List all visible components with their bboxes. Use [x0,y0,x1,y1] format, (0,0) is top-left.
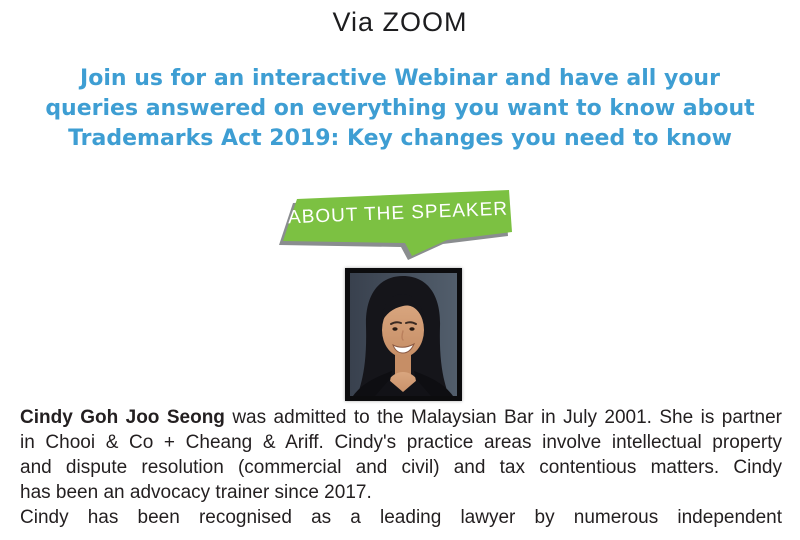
about-the-speaker-ribbon [278,186,515,262]
bio-line-4: has been an advocacy trainer since 2017. [20,482,372,503]
speaker-photo [345,268,462,401]
bio-paragraph [20,405,782,530]
headline-line-3: Trademarks Act 2019: Key changes you need to know [68,126,732,151]
bio-line-1-text: was admitted to the Malaysian Bar in July 2001. She is partner [224,407,782,428]
bio-line-5: Cindy has been recognised as a leading lawyer by numerous independent [20,507,782,528]
speaker-portrait-graphic [345,268,462,401]
bio-line-3: and dispute resolution (commercial and civil) and tax contentious matters. Cindy [20,457,782,478]
speaker-name: Cindy Goh Joo Seong [20,407,225,428]
webinar-headline [0,64,800,154]
headline-line-2: queries answered on everything you want to know about [45,96,755,121]
bio-line-2: in Chooi & Co + Cheang & Ariff. Cindy's practice areas involve intellectual property [20,432,782,453]
page-title: Via ZOOM [332,7,468,37]
ribbon-label: ABOUT THE SPEAKER [287,198,509,229]
bio-line-1 [20,405,782,430]
headline-line-1: Join us for an interactive Webinar and have all your [80,66,720,91]
